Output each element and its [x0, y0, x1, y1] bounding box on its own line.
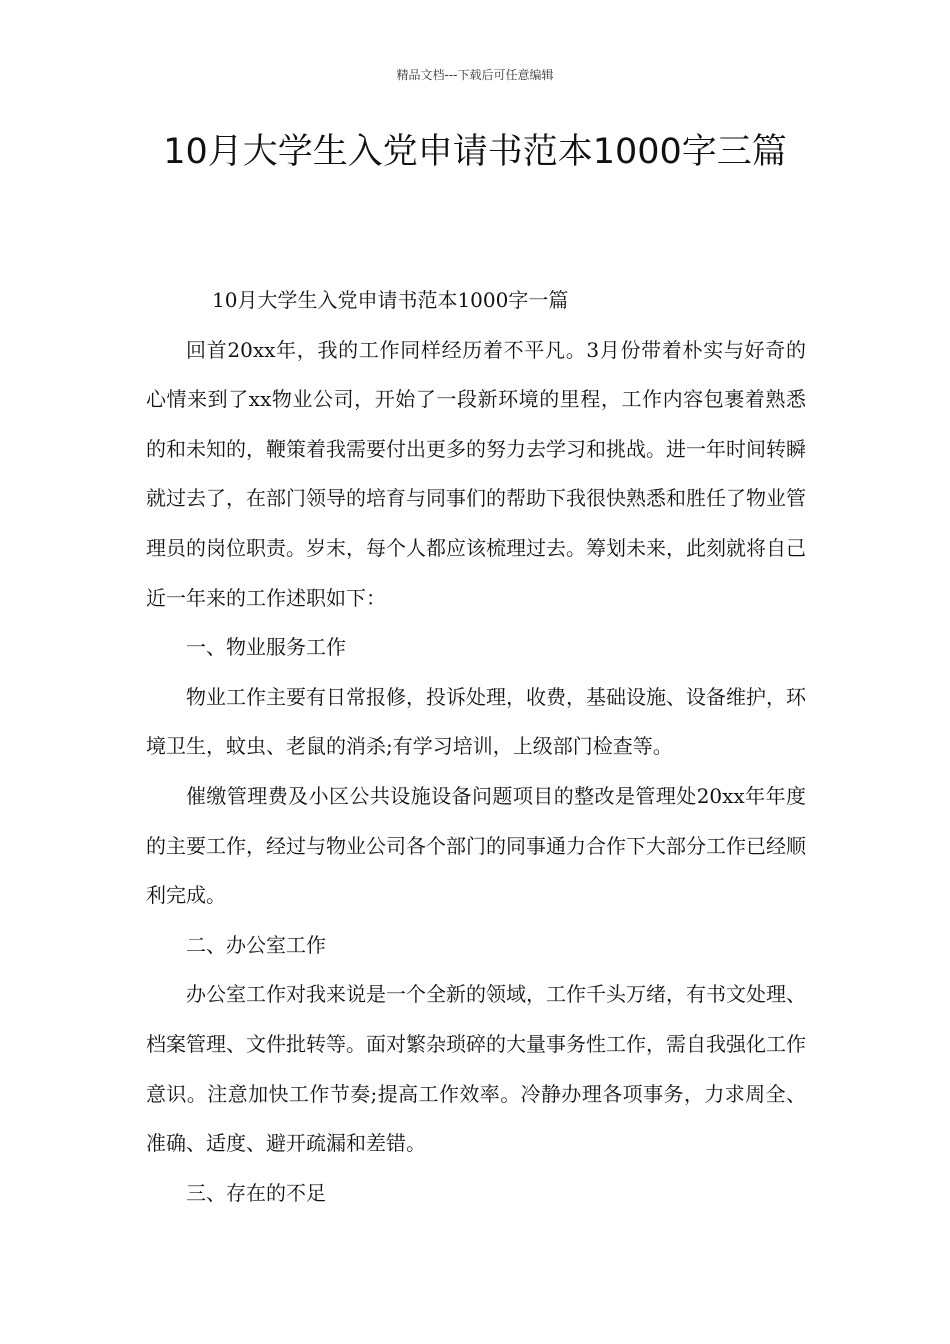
section-subtitle: 10月大学生入党申请书范本1000字一篇: [212, 288, 569, 312]
section-heading-shortcomings: 三、存在的不足: [186, 1180, 326, 1205]
header-note: 精品文档---下载后可任意编辑: [396, 68, 554, 82]
paragraph-office-work: 办公室工作对我来说是一个全新的领域，工作千头万绪，有书文处理、档案管理、文件批转等。面对繁杂琐碎的大量事务性工作，需自我强化工作意识。注意加快工作节奏;提高工作效率。冷静办理各项事务，力求周全、准确、适度、避开疏漏和差错。: [146, 982, 806, 1156]
document-body: [146, 276, 806, 1218]
paragraph-property-duties: 物业工作主要有日常报修，投诉处理，收费，基础设施、设备维护，环境卫生，蚊虫、老鼠的消杀;有学习培训，上级部门检查等。: [146, 684, 806, 759]
section-heading-office-work: 二、办公室工作: [186, 932, 326, 957]
section-heading-property-service: 一、物业服务工作: [186, 635, 346, 660]
document-title: 10月大学生入党申请书范本1000字三篇: [163, 132, 787, 172]
paragraph-fee-collection: 催缴管理费及小区公共设施设备问题项目的整改是管理处20xx年年度的主要工作，经过与物业公司各个部门的同事通力合作下大部分工作已经顺利完成。: [146, 783, 806, 908]
paragraph-intro: 回首20xx年，我的工作同样经历着不平凡。3月份带着朴实与好奇的心情来到了xx物业公司，开始了一段新环境的里程，工作内容包裹着熟悉的和未知的，鞭策着我需要付出更多的努力去学习和挑战。进一年时间转瞬就过去了，在部门领导的培育与同事们的帮助下我很快熟悉和胜任了物业管理员的岗位职责。岁末，每个人都应该梳理过去。筹划未来，此刻就将自己近一年来的工作述职如下：: [146, 337, 806, 610]
